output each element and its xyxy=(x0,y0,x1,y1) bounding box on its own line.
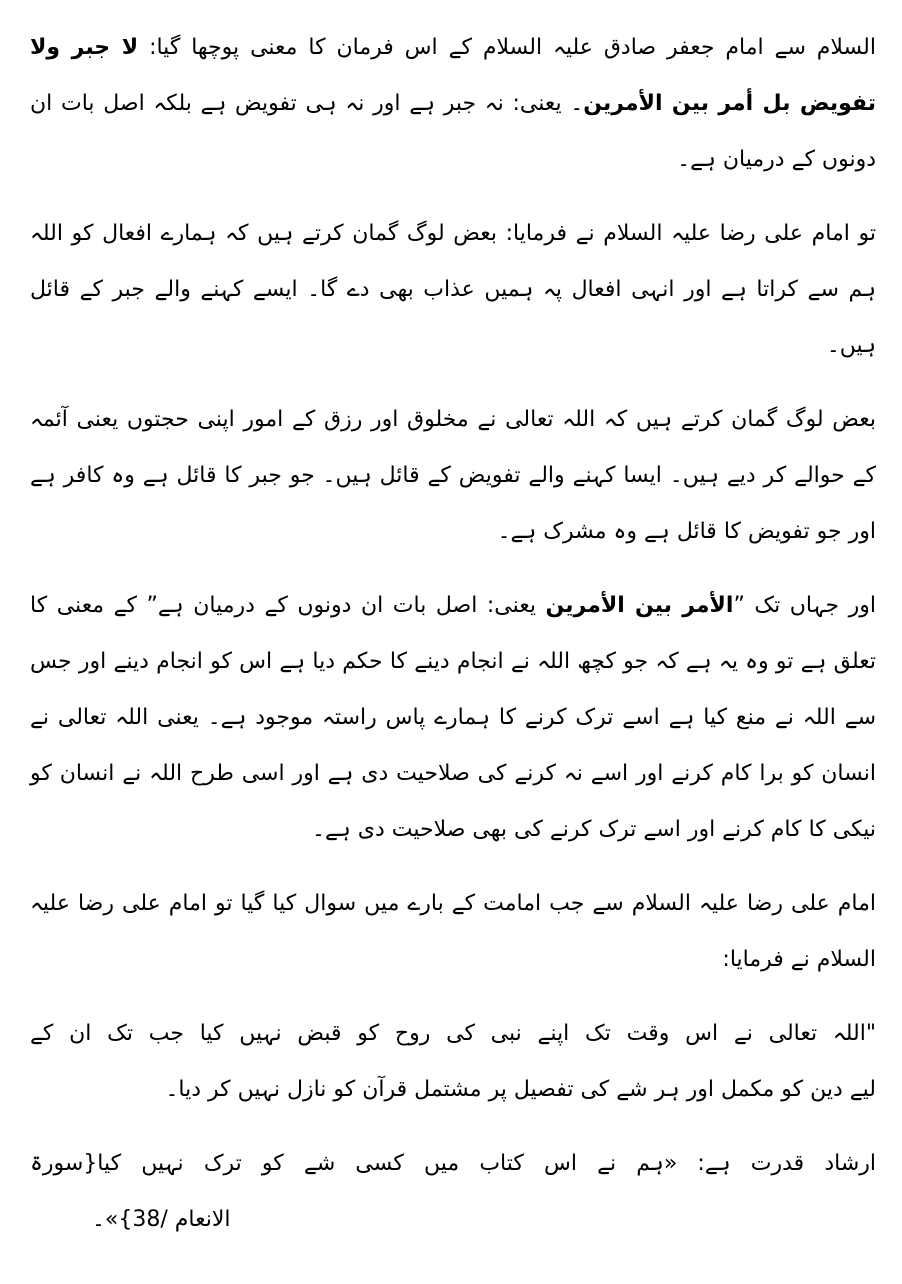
paragraph-2 xyxy=(30,206,876,374)
text-run: تو امام علی رضا علیہ السلام نے فرمایا: بعض لوگ گمان کرتے ہیں کہ ہمارے افعال کو اللہ ہم سے کراتا ہے اور انہی افعال پہ ہمیں عذاب بھی دے گا۔ ایسے کہنے والے جبر کے قائل ہیں۔ xyxy=(30,221,876,358)
quote-paragraph-1 xyxy=(30,1006,876,1118)
quote-line: لیے دین کو مکمل اور ہر شے کی تفصیل پر مشتمل قرآن کو نازل نہیں کر دیا۔ xyxy=(165,1077,876,1102)
quote-line: الانعام /38}»۔ xyxy=(92,1207,231,1232)
paragraph-3 xyxy=(30,392,876,560)
paragraph-5 xyxy=(30,876,876,988)
text-run: ۔ یعنی: نہ جبر ہے اور نہ ہی تفویض ہے بلکہ اصل بات ان دونوں کے درمیان ہے۔ xyxy=(30,91,876,172)
text-run: اور جہاں تک ” xyxy=(733,593,876,618)
quote-line: "اللہ تعالی نے اس وقت تک اپنے نبی کی روح کو قبض نہیں کیا جب تک ان کے xyxy=(30,1021,876,1046)
text-run: امام علی رضا علیہ السلام سے جب امامت کے بارے میں سوال کیا گیا تو امام علی رضا علیہ السلام نے فرمایا: xyxy=(30,891,876,972)
quote-paragraph-2 xyxy=(30,1136,876,1248)
quote-line: ارشاد قدرت ہے: «ہم نے اس کتاب میں کسی شے کو ترک نہیں کیا{سورۃ xyxy=(30,1151,876,1176)
paragraph-1 xyxy=(30,20,876,188)
text-run: بعض لوگ گمان کرتے ہیں کہ اللہ تعالی نے مخلوق اور رزق کے امور اپنی حجتوں یعنی آئمہ کے حوالے کر دیے ہیں۔ ایسا کہنے والے تفویض کے قائل ہیں۔ جو جبر کا قائل ہے وہ کافر ہے اور جو تفویض کا قائل ہے وہ مشرک ہے۔ xyxy=(30,407,876,544)
paragraph-4 xyxy=(30,578,876,858)
text-run: السلام سے امام جعفر صادق علیہ السلام کے اس فرمان کا معنی پوچھا گیا: xyxy=(138,35,876,60)
arabic-bold-quote: الأمر بين الأمرين xyxy=(545,593,734,618)
arabic-bold-quote: لا جبر ولا تفويض بل أمر بين الأمرين xyxy=(30,35,876,116)
text-run: یعنی: اصل بات ان دونوں کے درمیان ہے” کے معنی کا تعلق ہے تو وہ یہ ہے کہ جو کچھ اللہ نے انجام دینے کا حکم دیا ہے اس کو انجام دینے اور جس سے اللہ نے منع کیا ہے اسے ترک کرنے کا ہمارے پاس راستہ موجود ہے۔ یعنی اللہ تعالی نے انسان کو برا کام کرنے اور اسے نہ کرنے کی صلاحیت دی ہے اور اسی طرح اللہ نے انسان کو نیکی کا کام کرنے اور اسے ترک کرنے کی بھی صلاحیت دی ہے۔ xyxy=(30,593,876,842)
